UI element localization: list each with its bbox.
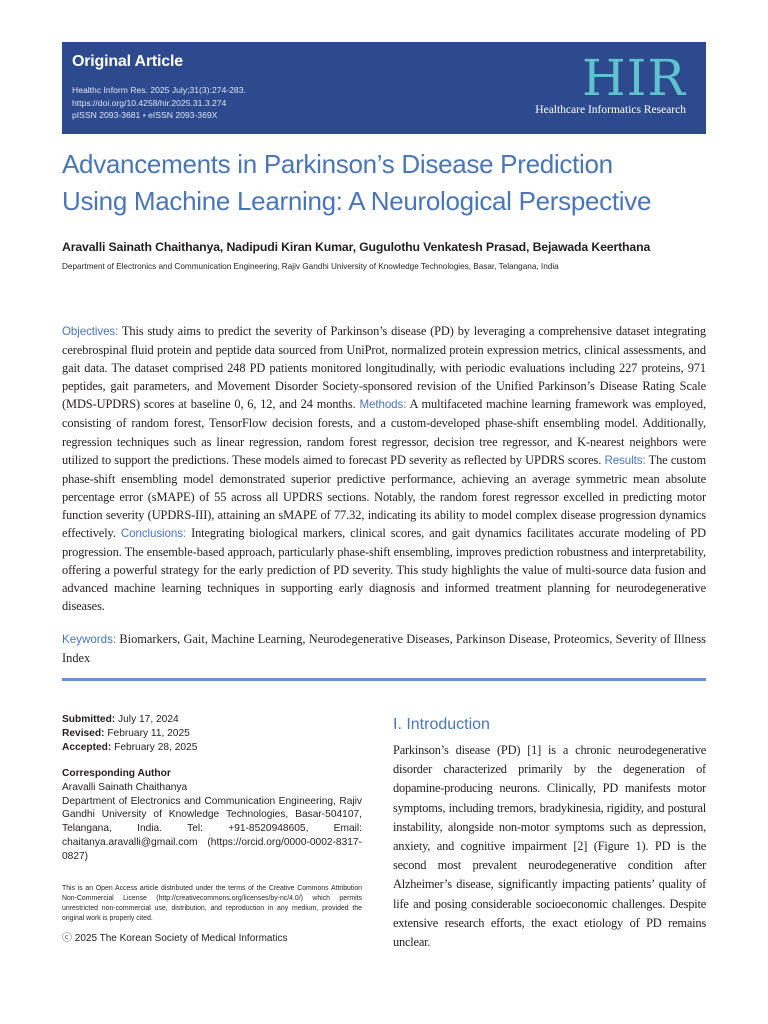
corresponding-name: Aravalli Sainath Chaithanya: [62, 781, 188, 793]
license-notice: This is an Open Access article distributed under the terms of the Creative Commons Attribution Non-Commercial License (http://creativecommons.org/licenses/by-nc/4.0/) which permits unrestricted non-commercial use, distribution, and reproduction in any medium, provided the original work is properly cited.: [62, 885, 362, 923]
author-list: Aravalli Sainath Chaithanya, Nadipudi Kiran Kumar, Gugulothu Venkatesh Prasad, Bejawada Keerthana: [62, 240, 651, 254]
introduction-heading: I. Introduction: [393, 716, 490, 733]
revised-date: [62, 727, 362, 741]
revised-label: Revised:: [62, 727, 105, 739]
methods-text: A multifaceted machine learning framework was employed, consisting of random forest, TensorFlow decision forests, and a custom-developed phase-shift ensembling model. Additionally, regression techniques such as linear regression, random forest regressor, decision tree regressor, and K-nearest neighbors were utilized to support the predictions. These models aimed to forecast PD severity as reflected by UPDRS scores.: [62, 397, 706, 467]
abstract: [62, 322, 706, 616]
journal-name: Healthcare Informatics Research: [535, 104, 686, 116]
results-label: Results:: [604, 453, 646, 467]
revised-value: February 11, 2025: [107, 727, 190, 739]
title-line: Using Machine Learning: A Neurological Perspective: [62, 186, 652, 216]
results-text: The custom phase-shift ensembling model demonstrated superior predictive performance, achieving an average symmetric mean absolute percentage error (sMAPE) of 55 across all UPDRS sections. Notably, the random forest regressor excelled in predicting motor function severity (UPDRS-III), attaining an sMAPE of 77.32, indicating its ability to model complex disease progression dynamics effectively.: [62, 452, 707, 541]
accepted-label: Accepted:: [62, 741, 112, 753]
copyright: ⓒ 2025 The Korean Society of Medical Informatics: [62, 933, 288, 945]
submitted-value: July 17, 2024: [118, 714, 179, 725]
article-title: [62, 146, 722, 220]
affiliation: Department of Electronics and Communication Engineering, Rajiv Gandhi University of Knowledge Technologies, Basar, Telangana, India: [62, 262, 559, 271]
conclusions-text: Integrating biological markers, clinical scores, and gait dynamics facilitates accurate modeling of PD progression. The ensemble-based approach, particularly phase-shift ensembling, improves prediction robustness and interpretability, offering a powerful strategy for the early prediction of PD severity. This study highlights the value of multi-source data fusion and advanced machine learning techniques in supporting early diagnosis and informed treatment planning for neurodegenerative diseases.: [62, 526, 706, 614]
article-info-column: [62, 713, 362, 946]
corresponding-address: Department of Electronics and Communication Engineering, Rajiv Gandhi University of Knowledge Technologies, Basar-504107, Telangana, India. Tel: +91-8520948605, Email: chaitanya.aravalli@gmail.com (https://orcid.org/0000-0002-8317-0827): [62, 795, 362, 863]
methods-label: Methods:: [359, 398, 407, 412]
accepted-date: [62, 741, 362, 755]
doi-link[interactable]: https://doi.org/10.4258/hir.2025.31.3.274: [72, 97, 227, 108]
keywords: [62, 630, 706, 667]
journal-banner: [62, 42, 706, 134]
journal-logo: HIR: [581, 49, 686, 107]
objectives-label: Objectives:: [62, 325, 119, 338]
citation-block: [72, 84, 246, 122]
accepted-value: February 28, 2025: [114, 741, 198, 753]
citation: Healthc Inform Res. 2025 July;31(3):274-283.: [72, 85, 246, 95]
title-line: Advancements in Parkinson’s Disease Prediction: [62, 149, 613, 179]
introduction-text: Parkinson’s disease (PD) [1] is a chronic neurodegenerative disorder characterized primarily by the degeneration of dopamine-producing neurons. Clinically, PD manifests motor symptoms, including tremors, bradykinesia, rigidity, and postural instability, alongside non-motor symptoms such as depression, anxiety, and cognitive impairment [2] (Figure 1). PD is the second most prevalent neurodegenerative condition after Alzheimer’s disease, significantly impacting patients’ quality of life and posing considerable socioeconomic challenges. Despite extensive research efforts, the exact etiology of PD remains unclear.: [393, 743, 706, 950]
keywords-label: Keywords:: [62, 633, 117, 646]
conclusions-label: Conclusions:: [120, 527, 187, 541]
keywords-text: Biomarkers, Gait, Machine Learning, Neurodegenerative Diseases, Parkinson Disease, Proteomics, Severity of Illness Index: [62, 632, 706, 666]
objectives-text: This study aims to predict the severity of Parkinson’s disease (PD) by leveraging a comprehensive dataset integrating cerebrospinal fluid protein and peptide data sourced from UniProt, normalized protein expression metrics, clinical assessments, and gait data. The dataset comprised 248 PD patients monitored longitudinally, with periodic evaluations including 227 proteins, 971 peptides, gait parameters, and Movement Disorder Society-sponsored revision of the Unified Parkinson’s Disease Rating Scale (MDS-UPDRS) scores at baseline 0, 6, 12, and 24 months.: [62, 324, 706, 412]
submitted-label: Submitted:: [62, 714, 116, 725]
section-divider: [62, 678, 706, 681]
submitted-date: [62, 713, 362, 727]
article-type: Original Article: [72, 53, 183, 70]
issn: pISSN 2093-3681 • eISSN 2093-369X: [72, 110, 218, 121]
corresponding-label: Corresponding Author: [62, 767, 171, 779]
